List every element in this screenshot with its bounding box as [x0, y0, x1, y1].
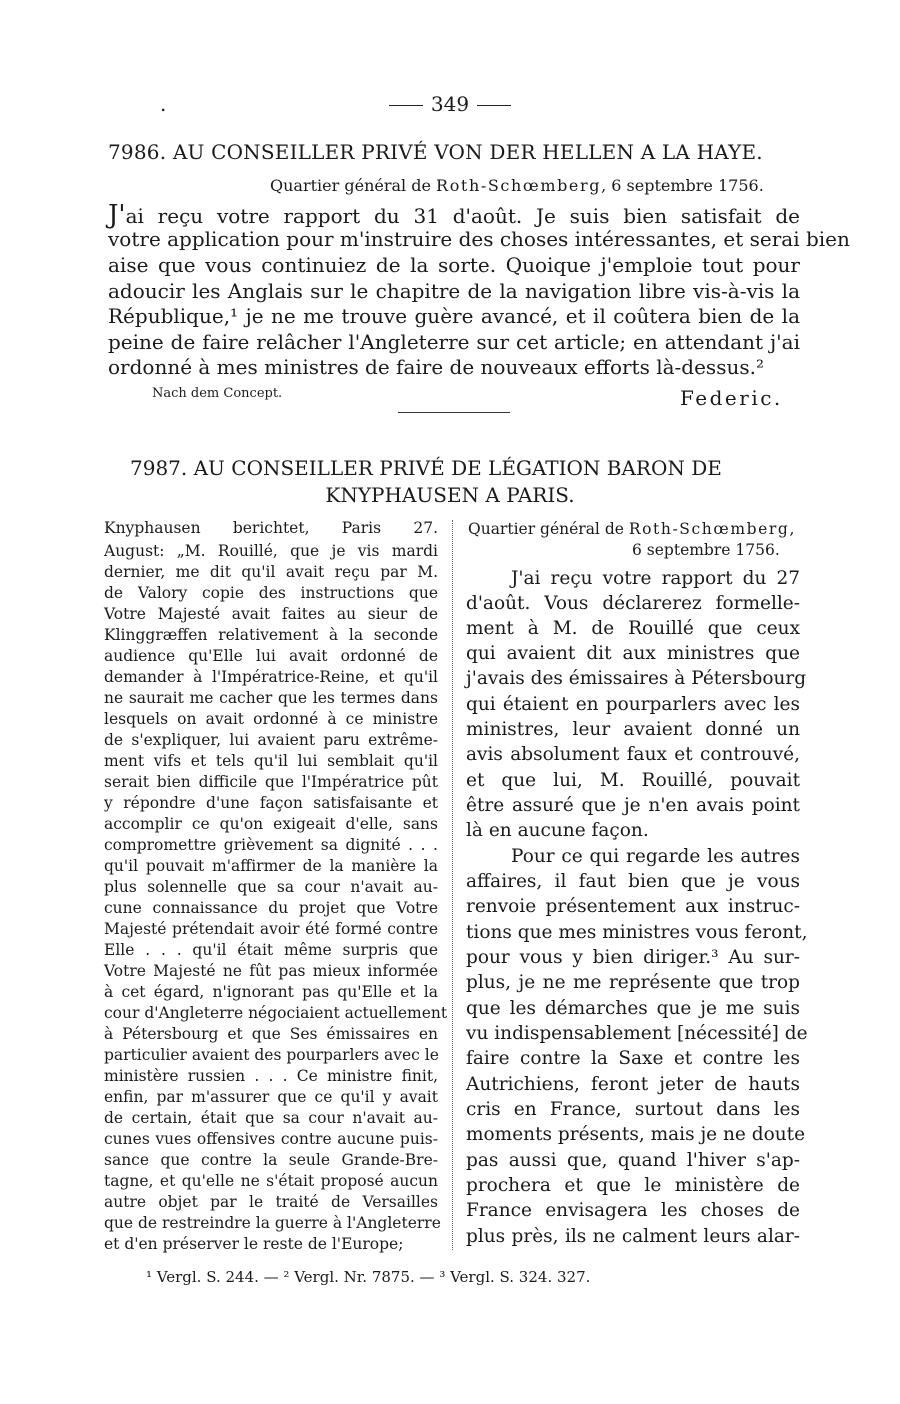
right-column-line: affaires, il faut bien que je vous	[466, 871, 800, 892]
right-column-line: j'avais des émissaires à Pétersbourg	[466, 668, 807, 689]
left-column-line: à cet égard, n'ignorant pas qu'Elle et la	[104, 983, 438, 1001]
left-column-line: enfin, par m'assurer que ce qu'il y avait	[104, 1088, 438, 1106]
left-column-line: tagne, et qu'elle ne s'était proposé aucun	[104, 1172, 438, 1190]
letter-7986-line: peine de faire relâcher l'Angleterre sur cet article; en attendant j'ai	[108, 330, 800, 354]
left-column-line: cune connaissance du projet que Votre	[104, 899, 438, 917]
right-column-line: renvoie présentement aux instruc-	[466, 896, 800, 917]
left-column-line: Majesté prétendait avoir été formé contre	[104, 920, 438, 938]
left-column-line: Elle . . . qu'il était même surpris que	[104, 941, 438, 959]
right-column-line: tions que mes ministres vous feront,	[466, 922, 808, 943]
letter-7987-title-line2: KNYPHAUSEN A PARIS.	[325, 483, 575, 507]
left-column-line: dernier, me dit qu'il avait reçu par M.	[104, 563, 438, 581]
letter-7986-line: ordonné à mes ministres de faire de nouveaux efforts là-dessus.²	[108, 355, 764, 379]
right-dateline-line1	[468, 520, 796, 538]
dateline-suffix: , 6 septembre 1756.	[601, 176, 764, 195]
right-column-line: qui avaient dit aux ministres que	[466, 643, 800, 664]
right-column-line: J'ai reçu votre rapport du 27	[511, 568, 800, 589]
left-column-line: compromettre grièvement sa dignité . . .	[104, 836, 438, 854]
right-column-line: ministres, leur avaient donné un	[466, 719, 800, 740]
left-column-line: lesquels on avait ordonné à ce ministre	[104, 710, 438, 728]
right-column-line: que les démarches que je me suis	[466, 998, 800, 1019]
left-column-line: de s'expliquer, lui avaient paru extrême-	[104, 731, 438, 749]
left-column-line: ment vifs et tels qu'il lui semblait qu'il	[104, 752, 438, 770]
header-dash-left	[389, 105, 423, 106]
right-column-line: prochera et que le ministère de	[466, 1175, 800, 1196]
column-separator	[452, 520, 453, 1250]
left-column-line: demander à l'Impératrice-Reine, et qu'il	[104, 668, 438, 686]
right-column-line: vu indispensablement [nécessité] de	[466, 1023, 808, 1044]
letter-7986-line: aise que vous continuiez de la sorte. Quoique j'emploie tout pour	[108, 253, 800, 277]
left-column-line: autre objet par le traité de Versailles	[104, 1193, 438, 1211]
right-column-line: là en aucune façon.	[466, 820, 649, 841]
right-dateline-date: 6 septembre 1756.	[632, 541, 780, 559]
letter-7986-line: République,¹ je ne me trouve guère avancé, et il coûtera bien de la	[108, 304, 800, 328]
left-column-line: ministère russien . . . Ce ministre finit,	[104, 1067, 438, 1085]
left-column-line: cour d'Angleterre négociaient actuellement	[104, 1004, 448, 1022]
right-column-line: Autrichiens, feront jeter de hauts	[466, 1074, 800, 1095]
right-column-line: moments présents, mais je ne doute	[466, 1124, 806, 1145]
left-column-line: accomplir ce qu'on exigeait d'elle, sans	[104, 815, 438, 833]
letter-7986-line: J'ai reçu votre rapport du 31 d'août. Je suis bien satisfait de	[108, 200, 800, 230]
dateline-place: Roth-Schœmberg	[436, 176, 602, 195]
source-note: Nach dem Concept.	[152, 386, 283, 401]
header-dash-right	[477, 105, 511, 106]
right-column-line: cris en France, surtout dans les	[466, 1099, 800, 1120]
left-column-line: Klinggræffen relativement à la seconde	[104, 626, 438, 644]
page-header	[0, 92, 900, 116]
margin-mark: .	[160, 92, 167, 116]
right-dateline-prefix: Quartier général de	[468, 520, 624, 538]
right-column-line: faire contre la Saxe et contre les	[466, 1048, 800, 1069]
left-column-line: ne saurait me cacher que les termes dans	[104, 689, 438, 707]
left-column-line: August: „M. Rouillé, que je vis mardi	[104, 542, 438, 560]
left-column-line: de Valory copie des instructions que	[104, 584, 438, 602]
footnotes: ¹ Vergl. S. 244. — ² Vergl. Nr. 7875. — ³ Vergl. S. 324. 327.	[146, 1268, 591, 1286]
left-column-line: de certain, était que sa cour n'avait au-	[104, 1109, 438, 1127]
left-column-line: Knyphausen berichtet, Paris 27.	[104, 519, 438, 537]
section-divider	[398, 412, 510, 413]
right-column-line: France envisagera les choses de	[466, 1200, 800, 1221]
right-column-line: plus près, ils ne calment leurs alar-	[466, 1226, 800, 1247]
signature: Federic.	[680, 386, 783, 410]
right-column-line: qui étaient en pourparlers avec les	[466, 694, 800, 715]
left-column-line: sance que contre la seule Grande-Bre-	[104, 1151, 438, 1169]
right-column-line: être assuré que je n'en avais point	[466, 795, 800, 816]
left-column-line: qu'il pouvait m'affirmer de la manière la	[104, 857, 438, 875]
right-column-line: pas aussi que, quand l'hiver s'ap-	[466, 1150, 800, 1171]
right-column-line: d'août. Vous déclarerez formelle-	[466, 593, 800, 614]
letter-7986-line: adoucir les Anglais sur le chapitre de la navigation libre vis-à-vis la	[108, 279, 800, 303]
right-column-line: Pour ce qui regarde les autres	[511, 846, 800, 867]
page-number: 349	[430, 92, 470, 116]
right-column-line: pour vous y bien diriger.³ Au sur-	[466, 947, 800, 968]
left-column-line: plus solennelle que sa cour n'avait au-	[104, 878, 438, 896]
letter-7986-line: votre application pour m'instruire des choses intéressantes, et serai bien	[108, 227, 850, 251]
letter-7986-dateline	[270, 176, 764, 195]
right-column-line: avis absolument faux et controuvé,	[466, 744, 800, 765]
left-column-line: audience qu'Elle lui avait ordonné de	[104, 647, 438, 665]
letter-7987-title-line1: 7987. AU CONSEILLER PRIVÉ DE LÉGATION BARON DE	[130, 456, 722, 480]
right-column-line: et que lui, M. Rouillé, pouvait	[466, 770, 800, 791]
left-column-line: à Pétersbourg et que Ses émissaires en	[104, 1025, 438, 1043]
left-column-line: cunes vues offensives contre aucune puis-	[104, 1130, 438, 1148]
right-dateline-place: Roth-Schœmberg,	[628, 520, 796, 538]
left-column-line: Votre Majesté avait faites au sieur de	[104, 605, 438, 623]
left-column-line: et d'en préserver le reste de l'Europe;	[104, 1235, 404, 1253]
left-column-line: serait bien difficile que l'Impératrice pût	[104, 773, 438, 791]
left-column-line: particulier avaient des pourparlers avec le	[104, 1046, 439, 1064]
letter-7986-title: 7986. AU CONSEILLER PRIVÉ VON DER HELLEN A LA HAYE.	[108, 140, 763, 164]
left-column-line: Votre Majesté ne fût pas mieux informée	[104, 962, 438, 980]
dateline-prefix: Quartier général de	[270, 176, 431, 195]
left-column-line: que de restreindre la guerre à l'Angleterre	[104, 1214, 441, 1232]
left-column-line: y répondre d'une façon satisfaisante et	[104, 794, 438, 812]
right-column-line: plus, je ne me représente que trop	[466, 972, 800, 993]
right-column-line: ment à M. de Rouillé que ceux	[466, 618, 800, 639]
